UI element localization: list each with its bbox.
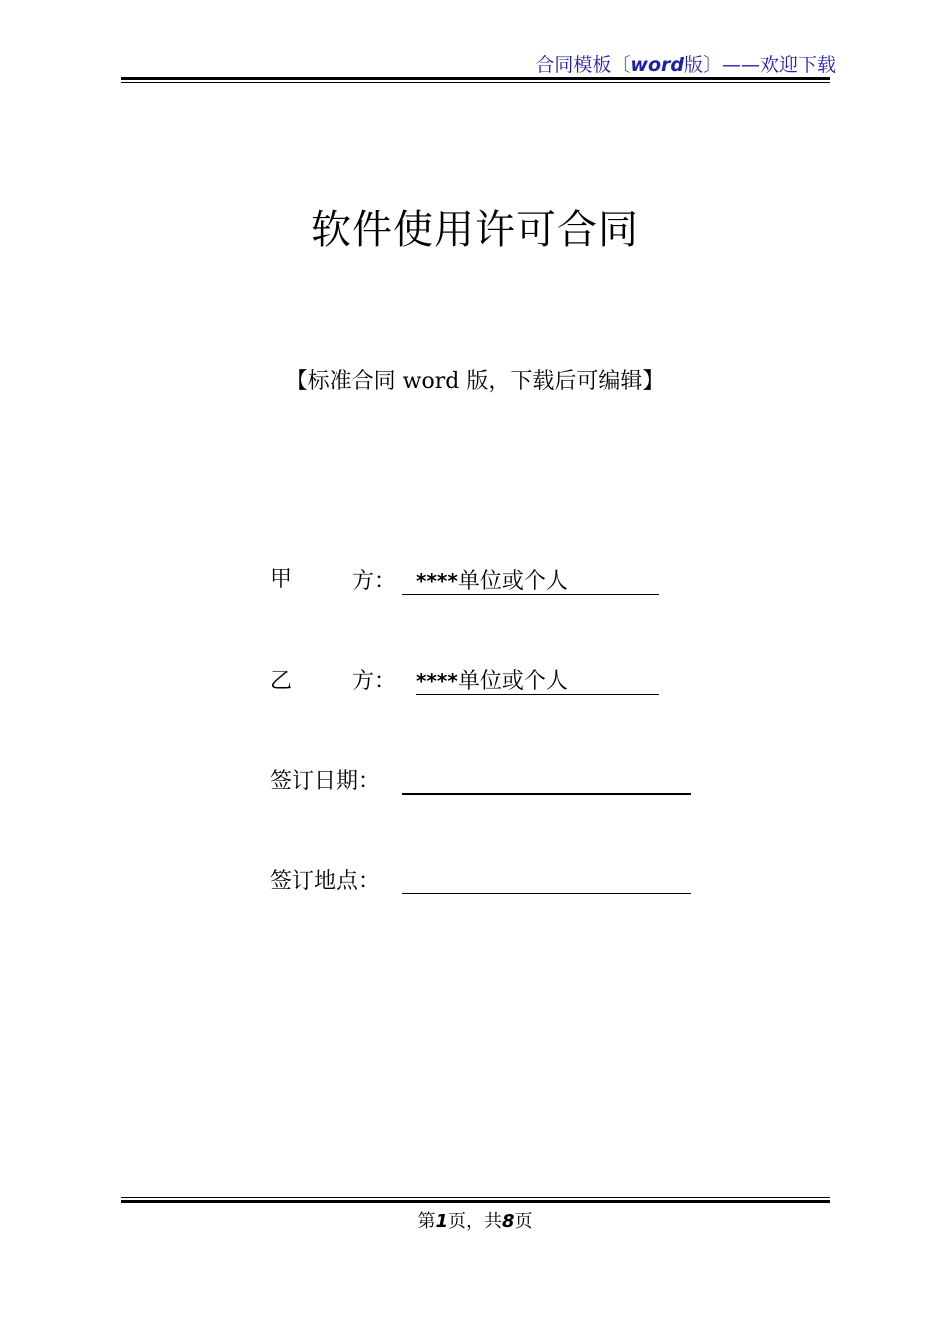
sign-date-label: 签订日期： xyxy=(270,769,381,794)
footer-rule-thin xyxy=(121,1197,830,1198)
page-number-suffix: 页 xyxy=(514,1211,533,1232)
party-a-stars: **** xyxy=(416,569,458,593)
party-b-stars: **** xyxy=(416,669,458,693)
document-title: 软件使用许可合同 xyxy=(311,207,639,253)
sign-date-underline[interactable] xyxy=(402,793,691,795)
party-a-label-char: 甲 xyxy=(270,567,293,592)
page-current: 1 xyxy=(435,1211,448,1232)
header-rule-thin xyxy=(121,82,830,83)
party-b-value[interactable] xyxy=(416,664,568,695)
sign-place-label: 签订地点： xyxy=(270,869,381,894)
party-a-underline xyxy=(402,594,659,595)
header-suffix: 版〕——欢迎下载 xyxy=(683,54,836,76)
page-number-middle: 页，共 xyxy=(448,1211,502,1232)
party-a-label-suffix: 方： xyxy=(352,569,397,594)
party-a-value-text: 单位或个人 xyxy=(457,569,568,594)
header-rule-thick xyxy=(121,77,830,80)
document-subtitle: 【标准合同 word 版，下载后可编辑】 xyxy=(285,369,665,394)
party-b-value-text: 单位或个人 xyxy=(457,669,568,694)
page-number xyxy=(0,1207,950,1233)
header-prefix: 合同模板〔 xyxy=(535,54,631,76)
header-text xyxy=(535,50,836,77)
page-number-prefix: 第 xyxy=(417,1211,436,1232)
header-word: word xyxy=(630,54,684,76)
party-b-label-suffix: 方： xyxy=(352,669,397,694)
page-total: 8 xyxy=(502,1211,515,1232)
party-a-value[interactable] xyxy=(416,564,568,595)
party-b-underline xyxy=(416,694,659,695)
party-b-label-char: 乙 xyxy=(270,669,293,694)
sign-place-underline[interactable] xyxy=(402,893,691,894)
footer-rule-thick xyxy=(121,1200,830,1203)
